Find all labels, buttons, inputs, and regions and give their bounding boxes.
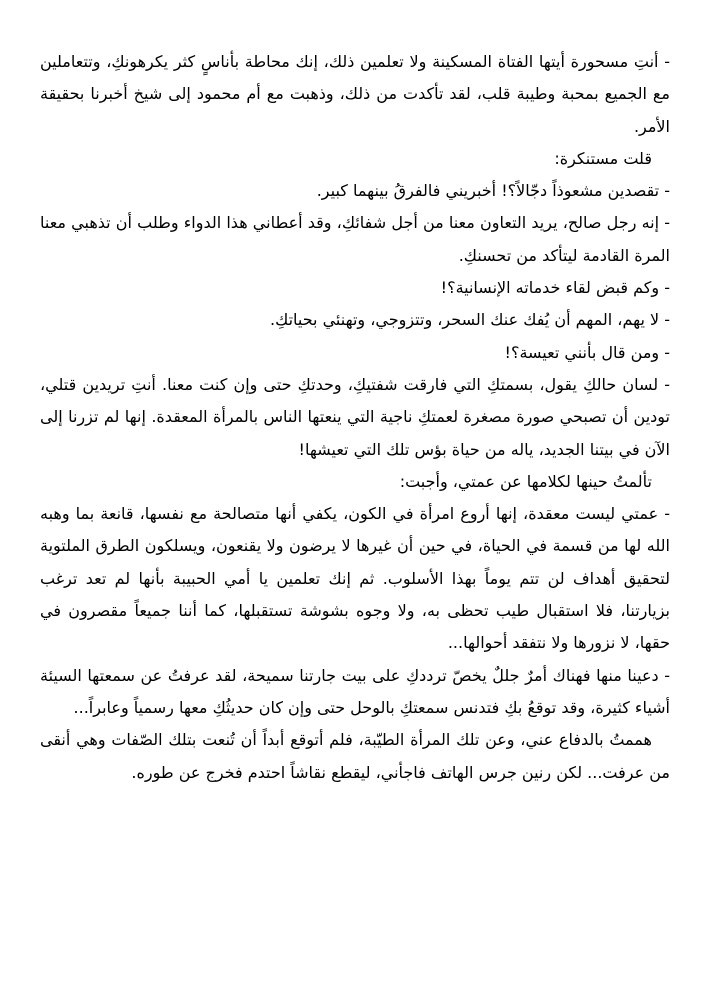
paragraph-dialogue: - لا يهم، المهم أن يُفك عنك السحر، وتتزوجي، وتهنئي بحياتكِ. <box>270 310 670 330</box>
paragraph-dialogue: - لسان حالكِ يقول، بسمتكِ التي فارقت شفتيكِ، وحدتكِ حتى وإن كنت معنا. أنتِ تريدين قتلي، تودين أن تصبحي صورة مصغرة لعمتكِ ناجية التي ينعتها الناس بالمرأة المعقدة. إنها لم تزرنا إلى الآن في بيتنا الجديد، ياله من حياة بؤس تلك التي تعيشها! <box>40 374 670 459</box>
paragraph-dialogue: - دعينا منها فهناك أمرٌ جللٌ يخصّ ترددكِ على بيت جارتنا سميحة، لقد عرفتُ عن سمعتها السيئة أشياء كثيرة، وقد توقعُ بكِ فتدنس سمعتكِ بالوحل حتى وإن كان حديثُكِ معها رسمياً وعابراً... <box>40 665 670 717</box>
body-text <box>40 46 670 789</box>
paragraph-dialogue: - ومن قال بأنني تعيسة؟! <box>504 342 670 362</box>
paragraph-dialogue: - أنتِ مسحورة أيتها الفتاة المسكينة ولا تعلمين ذلك، إنك محاطة بأناسٍ كثر يكرهونكِ، وتتعاملين مع الجميع بمحبة وطيبة قلب، لقد تأكدت من ذلك، وذهبت مع أم محمود إلى شيخ أخبرنا بحقيقة الأمر. <box>40 52 670 136</box>
paragraph-narration: هممتُ بالدفاع عني، وعن تلك المرأة الطيّبة، فلم أتوقع أبداً أن تُنعت بتلك الصّفات وهي أنقى من عرفت... لكن رنين جرس الهاتف فاجأني، ليقطع نقاشاً احتدم فخرج عن طوره. <box>40 730 670 782</box>
paragraph-narration: قلت مستنكرة: <box>554 148 652 168</box>
paragraph-narration: تألمتُ حينها لكلامها عن عمتي، وأجبت: <box>399 471 652 491</box>
paragraph-dialogue: - عمتي ليست معقدة، إنها أروع امرأة في الكون، يكفي أنها متصالحة مع نفسها، قانعة بما وهبه الله لها من قسمة في الحياة، في حين أن غيرها لا يرضون ولا يقنعون، ويسلكون الطرق الملتوية لتحقيق أهداف لن تتم يوماً بهذا الأسلوب. ثم إنك تعلمين يا أمي الحبيبة بأنها لم تعد ترغب بزيارتنا، فلا استقبال طيب تحظى به، ولا وجوه بشوشة تستقبلها، كما أننا جميعاً مقصرون في حقها، لا نزورها ولا نتفقد أحوالها... <box>40 504 670 653</box>
paragraph-dialogue: - إنه رجل صالح، يريد التعاون معنا من أجل شفائكِ، وقد أعطاني هذا الدواء وطلب أن تذهبي معنا المرة القادمة ليتأكد من تحسنكِ. <box>40 213 670 265</box>
paragraph-dialogue: - وكم قبض لقاء خدماته الإنسانية؟! <box>440 278 670 298</box>
paragraph-dialogue: - تقصدين مشعوذاً دجّالاً؟! أخبريني فالفرقُ بينهما كبير. <box>316 181 670 201</box>
